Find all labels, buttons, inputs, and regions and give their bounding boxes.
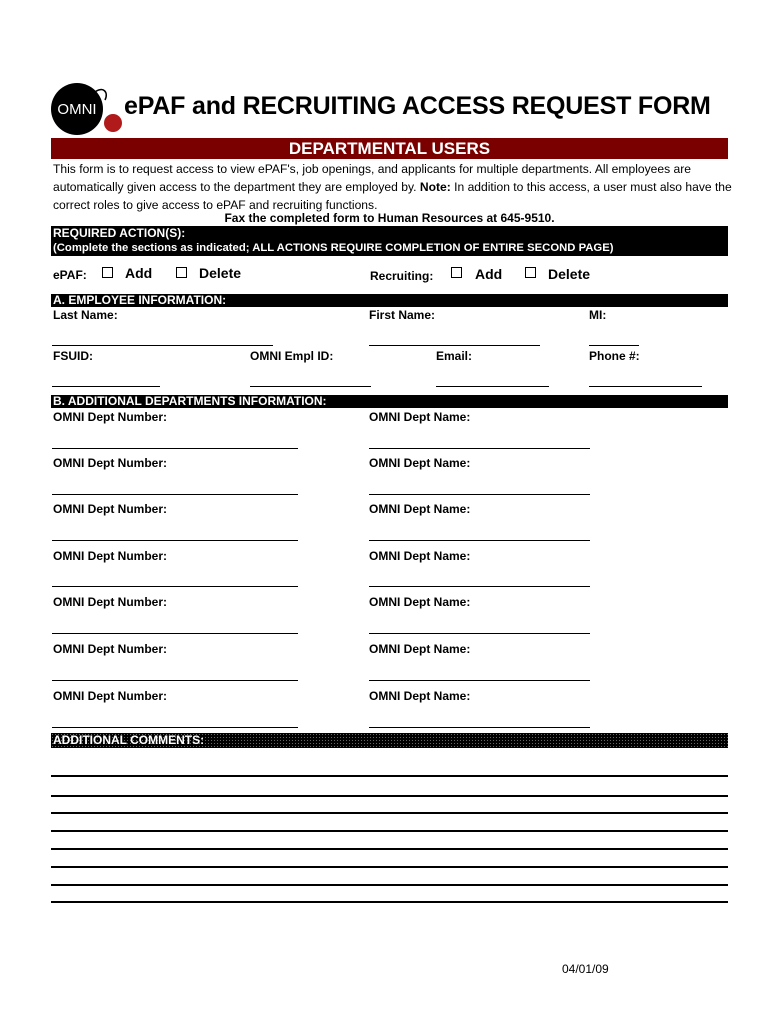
recruiting-add-label: Add — [475, 266, 503, 282]
logo-text: OMNI — [57, 101, 97, 118]
recruiting-delete-checkbox[interactable] — [525, 267, 536, 278]
epaf-delete-checkbox[interactable] — [176, 267, 187, 278]
dept-name-label: OMNI Dept Name: — [369, 549, 471, 563]
intro-text-2: In addition to this access, a user must also have the correct roles to give access to ePAF and recruiting functions. — [53, 180, 732, 212]
comment-line[interactable] — [51, 812, 728, 814]
epaf-add-checkbox[interactable] — [102, 267, 113, 278]
comment-line[interactable] — [51, 795, 728, 797]
additional-departments-header: B. ADDITIONAL DEPARTMENTS INFORMATION: — [51, 395, 728, 408]
empl-id-field[interactable] — [250, 386, 371, 387]
dept-number-label: OMNI Dept Number: — [53, 549, 167, 563]
last-name-field[interactable] — [52, 345, 273, 346]
dept-number-label: OMNI Dept Number: — [53, 642, 167, 656]
phone-field[interactable] — [589, 386, 702, 387]
phone-label: Phone #: — [589, 349, 640, 363]
dept-name-label: OMNI Dept Name: — [369, 410, 471, 424]
additional-comments-header: ADDITIONAL COMMENTS: — [51, 733, 728, 748]
dept-name-field[interactable] — [369, 448, 590, 449]
dept-name-label: OMNI Dept Name: — [369, 595, 471, 609]
dept-name-field[interactable] — [369, 586, 590, 587]
comment-line[interactable] — [51, 848, 728, 850]
recruiting-delete-label: Delete — [548, 266, 591, 282]
comment-line[interactable] — [51, 830, 728, 832]
dept-number-field[interactable] — [52, 586, 298, 587]
dept-name-label: OMNI Dept Name: — [369, 502, 471, 516]
first-name-label: First Name: — [369, 308, 436, 322]
dept-name-field[interactable] — [369, 680, 590, 681]
dept-name-label: OMNI Dept Name: — [369, 456, 471, 470]
empl-id-label: OMNI Empl ID: — [250, 349, 334, 363]
departmental-users-banner: DEPARTMENTAL USERS — [51, 138, 728, 159]
dept-number-field[interactable] — [52, 633, 298, 634]
comment-line[interactable] — [51, 884, 728, 886]
omni-logo — [51, 80, 127, 138]
intro-text-1: This form is to request access to view ePAF's, job openings, and applicants for multiple departments. All employees are automatically given access to the department they are employed by. — [53, 162, 691, 194]
form-title: ePAF and RECRUITING ACCESS REQUEST FORM — [124, 92, 711, 120]
fsuid-field[interactable] — [52, 386, 160, 387]
recruiting-add-checkbox[interactable] — [451, 267, 462, 278]
dept-number-field[interactable] — [52, 727, 298, 728]
dept-number-field[interactable] — [52, 540, 298, 541]
dept-name-field[interactable] — [369, 540, 590, 541]
fax-instruction: Fax the completed form to Human Resources at 645-9510. — [224, 211, 555, 225]
comment-line[interactable] — [51, 866, 728, 868]
required-actions-header: REQUIRED ACTION(S): — [51, 226, 728, 241]
email-field[interactable] — [436, 386, 549, 387]
comment-line[interactable] — [51, 775, 728, 777]
fsuid-label: FSUID: — [53, 349, 93, 363]
dept-number-field[interactable] — [52, 448, 298, 449]
dept-name-field[interactable] — [369, 494, 590, 495]
email-label: Email: — [436, 349, 473, 363]
dept-name-field[interactable] — [369, 727, 590, 728]
epaf-label: ePAF: — [53, 268, 87, 282]
mi-label: MI: — [589, 308, 607, 322]
dept-number-field[interactable] — [52, 494, 298, 495]
dept-number-label: OMNI Dept Number: — [53, 410, 167, 424]
employee-info-header: A. EMPLOYEE INFORMATION: — [51, 294, 728, 307]
dept-name-label: OMNI Dept Name: — [369, 642, 471, 656]
form-date: 04/01/09 — [562, 962, 609, 976]
dept-number-label: OMNI Dept Number: — [53, 456, 167, 470]
dept-number-label: OMNI Dept Number: — [53, 502, 167, 516]
dept-number-label: OMNI Dept Number: — [53, 595, 167, 609]
epaf-delete-label: Delete — [199, 265, 242, 281]
mi-field[interactable] — [589, 345, 639, 346]
dept-name-label: OMNI Dept Name: — [369, 689, 471, 703]
dept-name-field[interactable] — [369, 633, 590, 634]
intro-paragraph — [53, 160, 733, 214]
epaf-add-label: Add — [125, 265, 153, 281]
required-actions-subtitle: (Complete the sections as indicated; ALL ACTIONS REQUIRE COMPLETION OF ENTIRE SECOND PAGE) — [51, 241, 728, 256]
first-name-field[interactable] — [369, 345, 540, 346]
dept-number-field[interactable] — [52, 680, 298, 681]
last-name-label: Last Name: — [53, 308, 118, 322]
recruiting-label: Recruiting: — [370, 269, 434, 283]
comment-line[interactable] — [51, 901, 728, 903]
intro-note-label: Note: — [419, 180, 451, 194]
dept-number-label: OMNI Dept Number: — [53, 689, 167, 703]
